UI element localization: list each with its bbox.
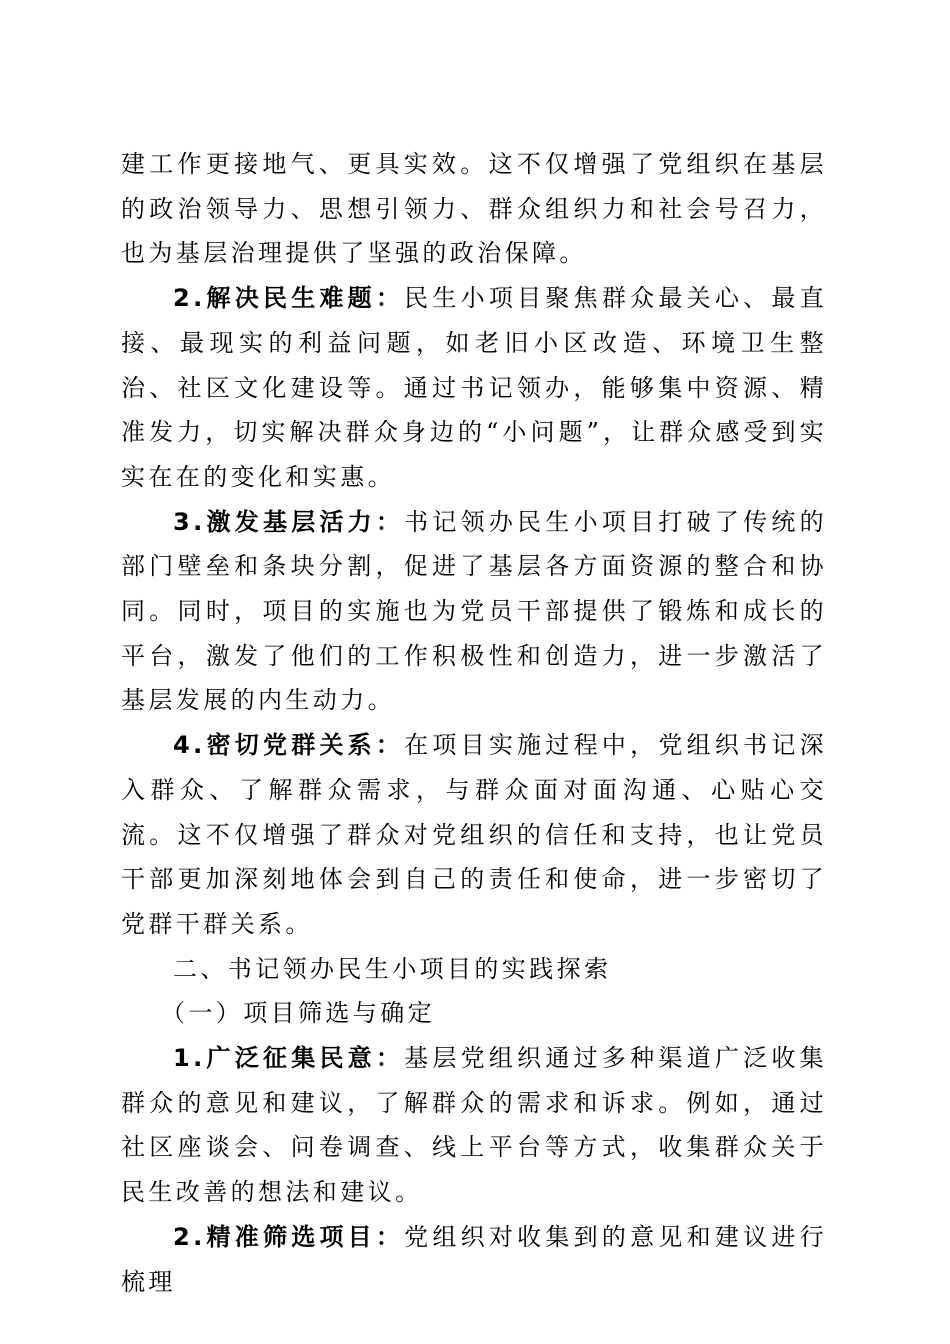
paragraph-stimulate-vitality — [121, 500, 827, 724]
document-body — [121, 142, 827, 1304]
paragraph-lead: 3.激发基层活力： — [173, 507, 405, 536]
paragraph-collect-opinions — [121, 1036, 827, 1215]
paragraph-text: 书记领办民生小项目打破了传统的部门壁垒和条块分割，促进了基层各方面资源的整合和协同。同时，项目的实施也为党员干部提供了锻炼和成长的平台，激发了他们的工作积极性和创造力，进一步激活了基层发展的内生动力。 — [121, 507, 827, 715]
paragraph-party-relations — [121, 723, 827, 947]
paragraph-solve-livelihood — [121, 276, 827, 500]
paragraph-text: 建工作更接地气、更具实效。这不仅增强了党组织在基层的政治领导力、思想引领力、群众组织力和社会号召力，也为基层治理提供了坚强的政治保障。 — [121, 150, 827, 268]
paragraph-lead: 2.精准筛选项目： — [173, 1222, 405, 1251]
section-heading: 二、书记领办民生小项目的实践探索 — [173, 954, 612, 983]
paragraph-screen-projects — [121, 1215, 827, 1304]
paragraph-text: 基层党组织通过多种渠道广泛收集群众的意见和建议，了解群众的需求和诉求。例如，通过社区座谈会、问卷调查、线上平台等方式，收集群众关于民生改善的想法和建议。 — [121, 1044, 827, 1207]
paragraph-lead: 4.密切党群关系： — [173, 731, 405, 760]
subsection-heading: （一）项目筛选与确定 — [161, 999, 435, 1028]
paragraph-text: 在项目实施过程中，党组织书记深入群众、了解群众需求，与群众面对面沟通、心贴心交流。这不仅增强了群众对党组织的信任和支持，也让党员干部更加深刻地体会到自己的责任和使命，进一步密切了党群干群关系。 — [121, 731, 827, 938]
paragraph-lead: 1.广泛征集民意： — [173, 1044, 405, 1073]
paragraph-text: 党组织对收集到的意见和建议进行梳理 — [121, 1222, 827, 1296]
paragraph-text: 民生小项目聚焦群众最关心、最直接、最现实的利益问题，如老旧小区改造、环境卫生整治、社区文化建设等。通过书记领办，能够集中资源、精准发力，切实解决群众身边的“小问题”，让群众感受到实实在在的变化和实惠。 — [121, 284, 827, 491]
paragraph-continuation — [121, 142, 827, 276]
paragraph-lead: 2.解决民生难题： — [173, 284, 405, 313]
